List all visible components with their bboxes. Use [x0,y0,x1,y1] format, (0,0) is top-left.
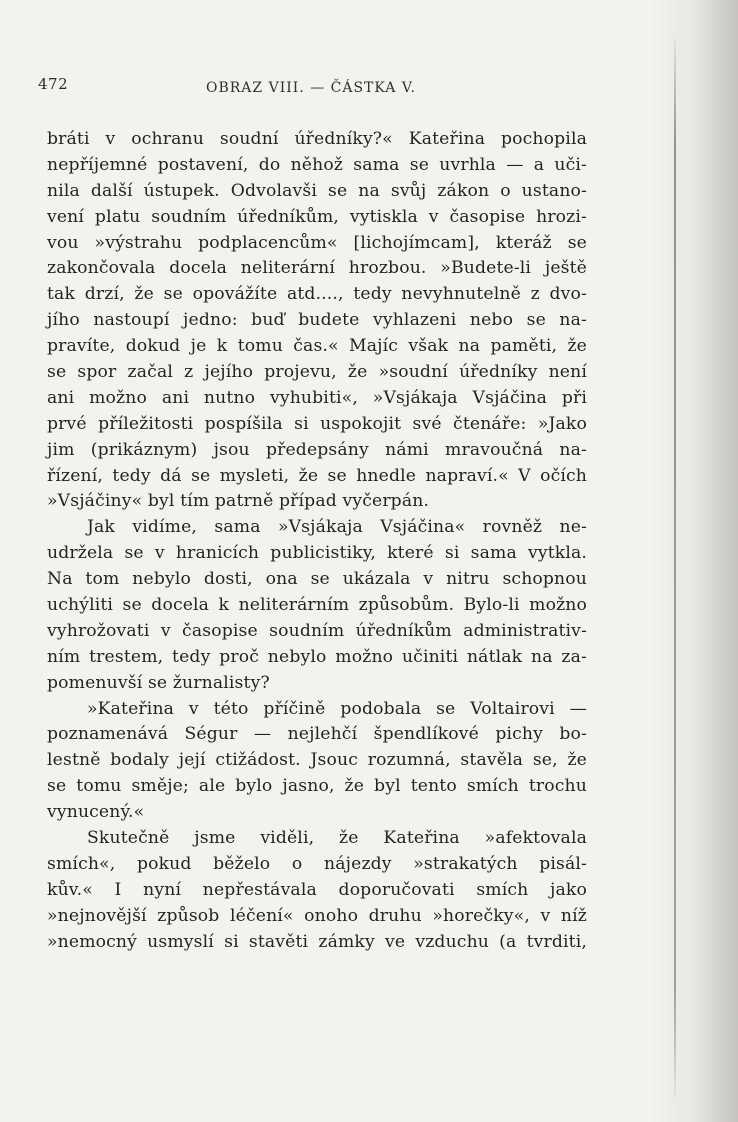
running-title: OBRAZ VIII. — ČÁSTKA V. [206,80,416,96]
text-line: smích«, pokud běželo o nájezdy »strakatých pisál- [47,853,587,874]
text-line: »Kateřina v této příčině podobala se Voltairovi — [87,698,587,719]
page-gutter-shadow [648,0,738,1122]
text-line: pravíte, dokud je k tomu čas.« Majíc však na paměti, že [47,336,587,357]
text-line: se tomu směje; ale bylo jasno, že byl tento smích trochu [47,776,587,797]
text-line: »Vsjáčiny« byl tím patrně případ vyčerpán. [47,491,430,512]
text-line: kův.« I nyní nepřestávala doporučovati smích jako [47,879,587,900]
page-gutter-line [674,38,676,1098]
text-line: nepříjemné postavení, do něhož sama se uvrhla — a uči- [47,154,587,175]
text-line: nila další ústupek. Odvolavši se na svůj zákon o ustano- [47,180,587,201]
text-line: bráti v ochranu soudní úředníky?« Kateřina pochopila [47,129,587,149]
page-header [38,70,598,100]
text-line: vynucený.« [47,802,145,823]
text-line: ním trestem, tedy proč nebylo možno učiniti nátlak na za- [47,646,587,667]
text-line: vení platu soudním úředníkům, vytiskla v časopise hrozi- [47,206,587,227]
text-line: Skutečně jsme viděli, že Kateřina »afektovala [87,828,587,849]
text-line: ani možno ani nutno vyhubiti«, »Vsjákaja Vsjáčina při [47,387,587,408]
body-text [47,127,587,956]
text-line: jim (prikáznym) jsou předepsány námi mravoučná na- [47,439,587,460]
text-line: »nejnovější způsob léčení« onoho druhu »horečky«, v níž [47,905,587,926]
text-line: tak drzí, že se opovážíte atd...., tedy nevyhnutelně z dvo- [47,284,587,305]
text-line: lestně bodaly její ctižádost. Jsouc rozumná, stavěla se, že [47,750,587,771]
text-line: »nemocný usmyslí si stavěti zámky ve vzduchu (a tvrditi, [47,931,587,952]
text-line: vyhrožovati v časopise soudním úředníkům administrativ- [47,620,587,641]
text-line: prvé příležitosti pospíšila si uspokojit své čtenáře: »Jako [47,413,587,434]
text-line: pomenuvší se žurnalisty? [47,672,270,693]
text-line: Jak vidíme, sama »Vsjákaja Vsjáčina« rovněž ne- [87,517,587,538]
text-line: řízení, tedy dá se mysleti, že se hnedle napraví.« V očích [47,465,587,486]
text-line: vou »výstrahu podplacencům« [lichojímcam], kteráž se [47,232,587,253]
page-number: 472 [38,75,69,93]
text-line: zakončovala docela neliterární hrozbou. »Budete-li ještě [47,258,587,279]
text-line: poznamenává Ségur — nejlehčí špendlíkové pichy bo- [47,724,587,745]
text-line: uchýliti se docela k neliterárním způsobům. Bylo-li možno [47,595,587,616]
text-line: Na tom nebylo dosti, ona se ukázala v nitru schopnou [47,569,587,590]
text-line: udržela se v hranicích publicistiky, které si sama vytkla. [47,543,587,564]
text-line: jího nastoupí jedno: buď budete vyhlazeni nebo se na- [47,310,587,331]
text-line: se spor začal z jejího projevu, že »soudní úředníky není [47,362,587,383]
